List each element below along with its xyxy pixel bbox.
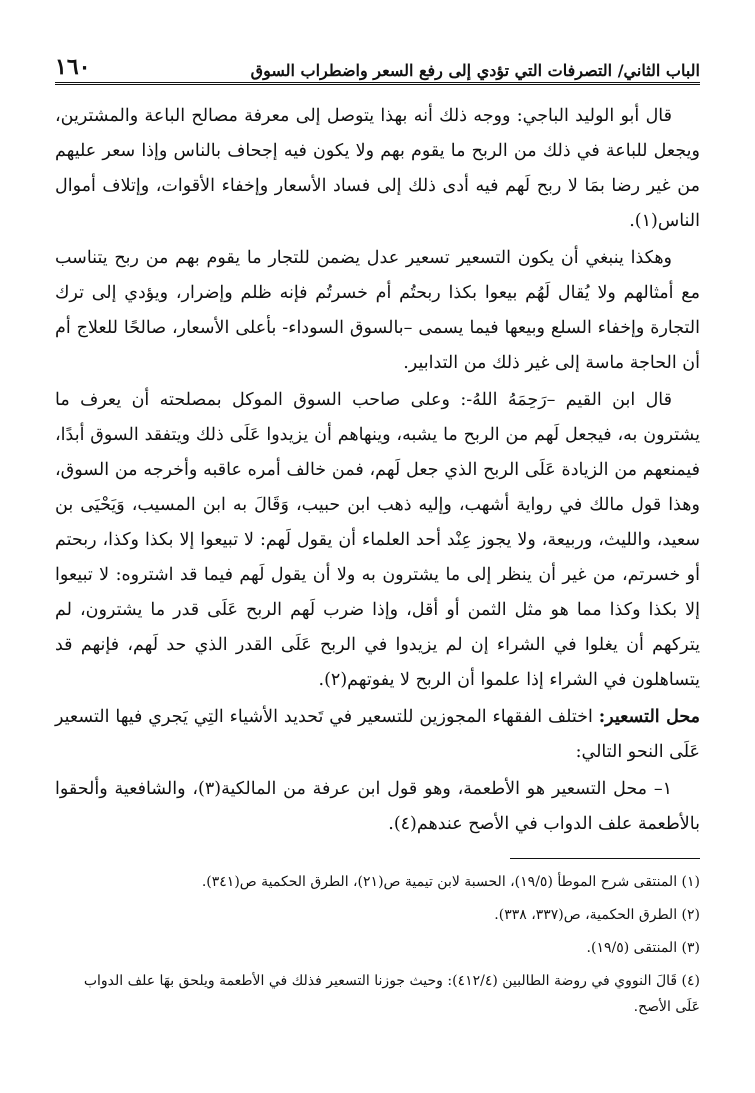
page-number: ١٦٠ bbox=[55, 54, 91, 80]
footnotes bbox=[55, 869, 700, 1020]
chapter-title: الباب الثاني/ التصرفات التي تؤدي إلى رفع السعر واضطراب السوق bbox=[250, 61, 700, 80]
list-item-1: ١– محل التسعير هو الأطعمة، وهو قول ابن عرفة من المالكية(٣)، والشافعية وألحقوا بالأطعمة علف الدواب في الأصح عندهم(٤). bbox=[55, 779, 700, 834]
paragraph-baji: قال أبو الوليد الباجي: ووجه ذلك أنه بهذا يتوصل إلى معرفة مصالح الباعة والمشترين، ويجعل للباعة في ذلك من الربح ما يقوم بهم ولا يكون فيه إجحاف بالناس وإذا سعر عليهم من غير رضا بمَا لا ربح لَهم فيه أدى ذلك إلى فساد الأسعار وإخفاء الأقوات، وإتلاف أموال الناس(١). bbox=[55, 106, 700, 231]
section-term: محل التسعير: bbox=[598, 707, 700, 727]
running-header bbox=[55, 54, 700, 85]
paragraph-pricing-scope bbox=[55, 700, 700, 770]
footnote-separator bbox=[510, 858, 700, 859]
paragraph-ibn-qayyim: قال ابن القيم –رَحِمَهُ اللهُ-: وعلى صاحب السوق الموكل بمصلحته أن يعرف ما يشترون به، فيجعل لَهم من الربح ما يشبه، وينهاهم أن يزيدوا عَلَى ذلك ويتفقد السوق أبدًا، فيمنعهم من الزيادة عَلَى الربح الذي جعل لَهم، فمن خالف أمره عاقبه وأخرجه من السوق، وهذا قول مالك في رواية أشهب، وإليه ذهب ابن حبيب، وَقَالَ به ابن المسيب، وَيَحْيَى بن سعيد، والليث، وربيعة، ولا يجوز عِنْد أحد العلماء أن يقول لَهم: لا تبيعوا إلا بكذا وكذا، ربحتم أو خسرتم، من غير أن ينظر إلى ما يشترون به ولا أن يقول لَهم فيما قد اشتروه: لا تبيعوا إلا بكذا وكذا مما هو مثل الثمن أو أقل، وإذا ضرب لَهم الربح عَلَى قدر ما يشترون، لم يتركهم أن يغلوا في الشراء إن لم يزيدوا في الربح عَلَى القدر الذي حد لَهم، فإنهم قد يتساهلون في الشراء إذا علموا أن الربح لا يفوتهم(٢). bbox=[55, 390, 700, 690]
footnote-4: (٤) قَالَ النووي في روضة الطالبين (٤١٢/٤): وحيث جوزنا التسعير فذلك في الأطعمة ويلحق بهَا علف الدواب عَلَى الأصح. bbox=[83, 973, 700, 1015]
footnote-1: (١) المنتقى شرح الموطأ (١٩/٥)، الحسبة لابن تيمية ص(٢١)، الطرق الحكمية ص(٣٤١). bbox=[201, 874, 700, 890]
footnote-2: (٢) الطرق الحكمية، ص(٣٣٧، ٣٣٨). bbox=[494, 907, 700, 923]
main-text bbox=[55, 99, 700, 842]
footnote-3: (٣) المنتقى (١٩/٥). bbox=[586, 940, 700, 956]
section-text: اختلف الفقهاء المجوزين للتسعير في تَحديد الأشياء التِي يَجري فيها التسعير عَلَى النحو التالي: bbox=[55, 707, 700, 762]
paragraph-fair-pricing: وهكذا ينبغي أن يكون التسعير تسعير عدل يضمن للتجار ما يقوم بهم من ربح يتناسب مع أمثالهم ولا يُقال لَهُم بيعوا بكذا ربحتُم أم خسرتُم فإنه ظلم وإضرار، ويؤدي إلى ترك التجارة وإخفاء السلع وبيعها فيما يسمى –بالسوق السوداء- بأعلى الأسعار، صالحًا للعلاج أم أن الحاجة ماسة إلى غير ذلك من التدابير. bbox=[55, 248, 700, 373]
